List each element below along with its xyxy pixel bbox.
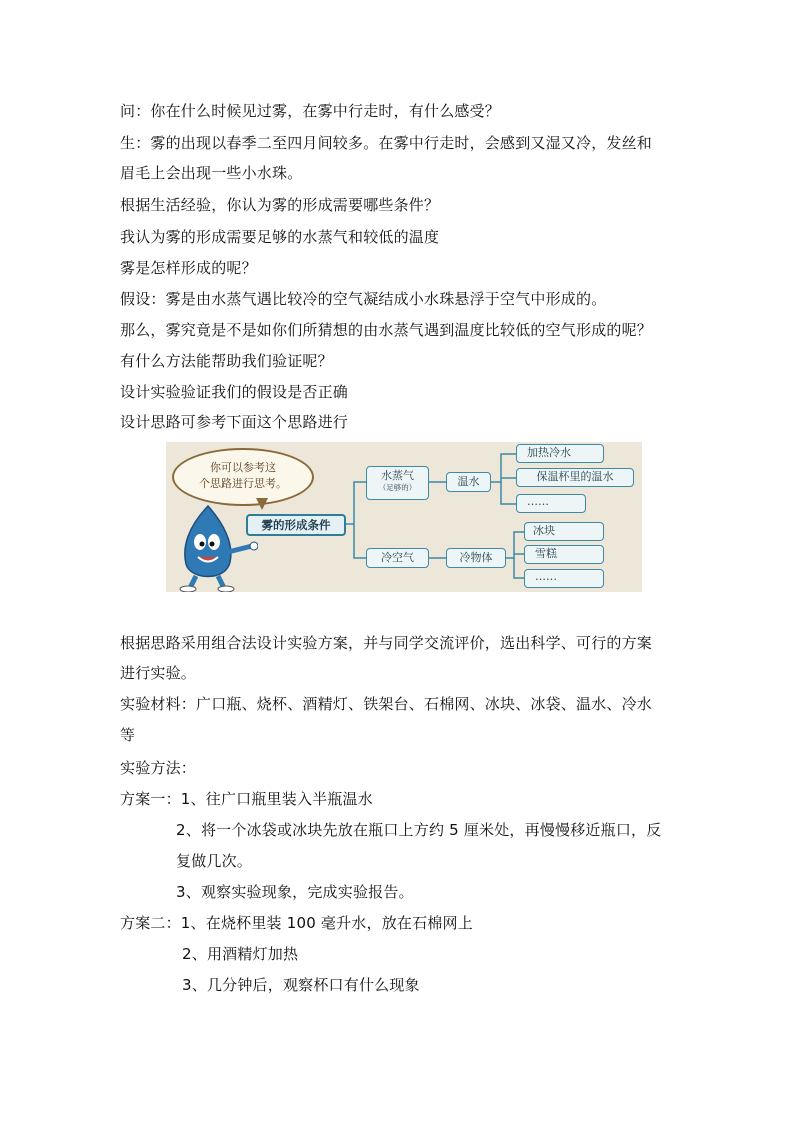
cold-object-box: 冷物体 xyxy=(446,548,506,568)
vapor-note: （足够的） xyxy=(378,483,417,492)
answer-line-2: 眉毛上会出现一些小水珠。 xyxy=(120,164,303,182)
formation-question: 雾是怎样形成的呢？ xyxy=(120,259,257,277)
plan1-step2-line1: 2、将一个冰袋或冰块先放在瓶口上方约 5 厘米处，再慢慢移近瓶口，反 xyxy=(176,821,662,839)
question-line: 问：你在什么时候见过雾，在雾中行走时，有什么感受？ xyxy=(120,102,501,120)
cold-air-box: 冷空气 xyxy=(366,548,429,568)
fog-condition-diagram xyxy=(166,442,642,592)
heat-cold-water-box: 加热冷水 xyxy=(516,444,604,463)
methods-heading: 实验方法： xyxy=(120,759,197,777)
plan1-step2-line2: 复做几次。 xyxy=(176,852,253,870)
vapor-box xyxy=(366,466,429,500)
thermos-warm-water-box: 保温杯里的温水 xyxy=(516,468,634,487)
materials-line-1: 实验材料：广口瓶、烧杯、酒精灯、铁架台、石棉网、冰块、冰袋、温水、冷水 xyxy=(120,695,653,713)
speech-bubble xyxy=(172,448,314,506)
design-experiment-line: 设计实验验证我们的假设是否正确 xyxy=(120,383,349,401)
plan1-step3: 3、观察实验现象，完成实验报告。 xyxy=(176,883,414,901)
warm-water-box: 温水 xyxy=(446,472,491,492)
popsicle-box: 雪糕 xyxy=(524,545,604,564)
plan1-step1: 方案一：1、往广口瓶里装入半瓶温水 xyxy=(120,790,373,808)
conditions-question: 根据生活经验，你认为雾的形成需要哪些条件？ xyxy=(120,196,440,214)
plan2-step3: 3、几分钟后，观察杯口有什么现象 xyxy=(182,976,420,994)
answer-line-1: 生：雾的出现以春季二至四月间较多。在雾中行走时，会感到又湿又冷，发丝和 xyxy=(120,134,653,152)
bubble-line-2: 个思路进行思考。 xyxy=(199,477,287,490)
vapor-label: 水蒸气 xyxy=(381,469,414,482)
design-idea-line: 设计思路可参考下面这个思路进行 xyxy=(120,413,349,431)
main-condition-box: 雾的形成条件 xyxy=(246,514,346,536)
speech-bubble-text xyxy=(184,460,302,492)
conditions-answer: 我认为雾的形成需要足够的水蒸气和较低的温度 xyxy=(120,228,440,246)
plan2-step2: 2、用酒精灯加热 xyxy=(182,945,299,963)
materials-line-2: 等 xyxy=(120,726,136,744)
dots-box-1: …… xyxy=(516,494,586,513)
bubble-line-1: 你可以参考这 xyxy=(210,461,276,474)
plan2-step1: 方案二：1、在烧杯里装 100 毫升水，放在石棉网上 xyxy=(120,914,473,932)
dots-box-2: …… xyxy=(524,569,604,588)
ice-box: 冰块 xyxy=(524,522,604,541)
plan-design-line-1: 根据思路采用组合法设计实验方案，并与同学交流评价，选出科学、可行的方案 xyxy=(120,634,653,652)
water-drop-mascot-icon xyxy=(168,502,258,592)
hypothesis-line: 假设：雾是由水蒸气遇比较冷的空气凝结成小水珠悬浮于空气中形成的。 xyxy=(120,290,607,308)
plan-design-line-2: 进行实验。 xyxy=(120,664,197,682)
method-question: 有什么方法能帮助我们验证呢？ xyxy=(120,352,333,370)
verify-question: 那么，雾究竟是不是如你们所猜想的由水蒸气遇到温度比较低的空气形成的呢？ xyxy=(120,321,653,339)
